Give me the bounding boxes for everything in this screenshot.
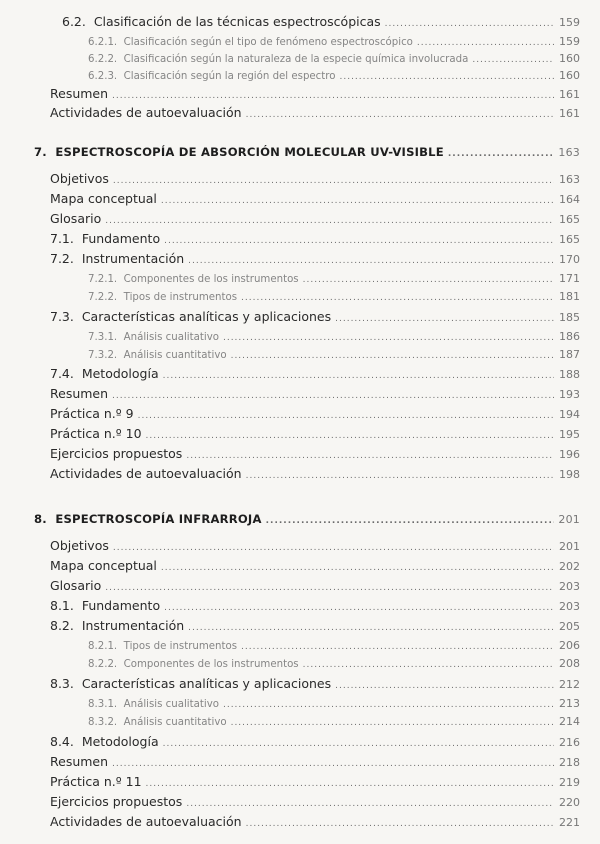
leader-dots bbox=[105, 583, 554, 593]
toc-entry-title: Características analíticas y aplicaciones bbox=[81, 309, 332, 324]
toc-entry[interactable] bbox=[50, 211, 580, 226]
toc-entry[interactable] bbox=[62, 14, 580, 29]
toc-entry-number: 6.2.2. bbox=[88, 54, 118, 65]
toc-entry[interactable] bbox=[50, 309, 580, 324]
toc-entry-number: 8.4. bbox=[50, 734, 74, 749]
toc-entry[interactable] bbox=[50, 231, 580, 246]
toc-entry-number: 7.3.2. bbox=[88, 350, 118, 361]
toc-entry-title: Análisis cualitativo bbox=[123, 699, 219, 710]
leader-dots bbox=[223, 333, 554, 343]
toc-entry-title: Análisis cuantitativo bbox=[123, 350, 227, 361]
toc-entry-page: 203 bbox=[559, 600, 580, 613]
toc-entry-title: Instrumentación bbox=[81, 618, 185, 633]
toc-subentry[interactable] bbox=[88, 35, 580, 48]
toc-entry[interactable] bbox=[50, 814, 580, 829]
toc-entry-page: 187 bbox=[559, 348, 580, 361]
leader-dots bbox=[448, 149, 554, 159]
leader-dots bbox=[303, 660, 554, 670]
toc-entry-page: 188 bbox=[559, 368, 580, 381]
toc-entry-number: 7.2. bbox=[50, 251, 74, 266]
toc-subentry[interactable] bbox=[88, 69, 580, 82]
leader-dots bbox=[246, 819, 554, 829]
leader-dots bbox=[113, 176, 554, 186]
toc-entry-title: Objetivos bbox=[50, 171, 109, 186]
toc-entry-page: 214 bbox=[559, 715, 580, 728]
toc-entry-number: 8.1. bbox=[50, 598, 74, 613]
toc-subentry[interactable] bbox=[88, 290, 580, 303]
toc-entry-title: Clasificación según la naturaleza de la especie química involucrada bbox=[123, 54, 469, 65]
toc-subentry[interactable] bbox=[88, 52, 580, 65]
toc-entry[interactable] bbox=[50, 774, 580, 789]
toc-subentry[interactable] bbox=[88, 348, 580, 361]
toc-entry-number: 8.3.1. bbox=[88, 699, 118, 710]
leader-dots bbox=[188, 256, 554, 266]
toc-entry-page: 202 bbox=[559, 560, 580, 573]
toc-chapter-heading[interactable] bbox=[34, 145, 580, 159]
leader-dots bbox=[246, 471, 554, 481]
toc-entry-page: 218 bbox=[559, 756, 580, 769]
toc-entry-page: 160 bbox=[559, 52, 580, 65]
toc-entry-page: 165 bbox=[559, 233, 580, 246]
toc-entry-number: 6.2.3. bbox=[88, 71, 118, 82]
toc-entry-number: 8.3. bbox=[50, 676, 74, 691]
toc-entry[interactable] bbox=[50, 86, 580, 101]
toc-entry[interactable] bbox=[50, 734, 580, 749]
toc-entry-page: 159 bbox=[559, 35, 580, 48]
toc-entry-title: Mapa conceptual bbox=[50, 191, 157, 206]
toc-entry-page: 164 bbox=[559, 193, 580, 206]
toc-entry-title: Metodología bbox=[81, 734, 159, 749]
toc-entry-title: Metodología bbox=[81, 366, 159, 381]
toc-entry-title: Glosario bbox=[50, 211, 102, 226]
toc-entry[interactable] bbox=[50, 386, 580, 401]
leader-dots bbox=[339, 72, 554, 82]
toc-entry-page: 213 bbox=[559, 697, 580, 710]
toc-entry-title: Mapa conceptual bbox=[50, 558, 157, 573]
toc-entry-page: 160 bbox=[559, 69, 580, 82]
toc-entry-title: Ejercicios propuestos bbox=[50, 446, 183, 461]
leader-dots bbox=[231, 718, 554, 728]
toc-entry-page: 221 bbox=[559, 816, 580, 829]
toc-entry-title: Práctica n.º 9 bbox=[50, 406, 134, 421]
toc-entry-title: Resumen bbox=[50, 86, 109, 101]
toc-entry-title: Tipos de instrumentos bbox=[123, 292, 238, 303]
toc-entry-number: 7.1. bbox=[50, 231, 74, 246]
leader-dots bbox=[186, 799, 554, 809]
toc-subentry[interactable] bbox=[88, 272, 580, 285]
toc-entry-page: 170 bbox=[559, 253, 580, 266]
leader-dots bbox=[112, 391, 554, 401]
leader-dots bbox=[146, 431, 554, 441]
leader-dots bbox=[335, 681, 554, 691]
toc-entry-number: 6.2.1. bbox=[88, 37, 118, 48]
toc-entry[interactable] bbox=[50, 466, 580, 481]
toc-entry-title: Resumen bbox=[50, 754, 109, 769]
toc-entry[interactable] bbox=[50, 538, 580, 553]
toc-entry-page: 208 bbox=[559, 657, 580, 670]
toc-entry-title: Resumen bbox=[50, 386, 109, 401]
toc-entry-title: Objetivos bbox=[50, 538, 109, 553]
toc-chapter-title: ESPECTROSCOPÍA DE ABSORCIÓN MOLECULAR UV-VISIBLE bbox=[55, 145, 444, 159]
toc-entry-title: Actividades de autoevaluación bbox=[50, 466, 242, 481]
toc-entry-title: Componentes de los instrumentos bbox=[123, 659, 299, 670]
leader-dots bbox=[161, 563, 554, 573]
toc-entry[interactable] bbox=[50, 251, 580, 266]
toc-entry-page: 198 bbox=[559, 468, 580, 481]
toc-entry-page: 195 bbox=[559, 428, 580, 441]
toc-entry[interactable] bbox=[50, 105, 580, 120]
leader-dots bbox=[112, 759, 554, 769]
toc-entry-number: 8.2.2. bbox=[88, 659, 118, 670]
leader-dots bbox=[138, 411, 554, 421]
toc-entry-title: Fundamento bbox=[81, 598, 161, 613]
toc-entry[interactable] bbox=[50, 618, 580, 633]
leader-dots bbox=[472, 55, 554, 65]
toc-entry-page: 161 bbox=[559, 107, 580, 120]
toc-entry-page: 165 bbox=[559, 213, 580, 226]
toc-entry-title: Práctica n.º 11 bbox=[50, 774, 142, 789]
toc-entry-title: Componentes de los instrumentos bbox=[123, 274, 299, 285]
toc-entry-title: Clasificación según el tipo de fenómeno espectroscópico bbox=[123, 37, 413, 48]
leader-dots bbox=[241, 293, 554, 303]
toc-entry-page: 181 bbox=[559, 290, 580, 303]
toc-entry-page: 193 bbox=[559, 388, 580, 401]
toc-entry-page: 159 bbox=[559, 16, 580, 29]
leader-dots bbox=[164, 603, 554, 613]
leader-dots bbox=[163, 739, 554, 749]
toc-entry-number: 8.2. bbox=[50, 618, 74, 633]
leader-dots bbox=[163, 371, 554, 381]
toc-entry-page: 203 bbox=[559, 580, 580, 593]
leader-dots bbox=[266, 516, 554, 526]
toc-entry[interactable] bbox=[50, 446, 580, 461]
toc-entry-number: 8.2.1. bbox=[88, 641, 118, 652]
leader-dots bbox=[335, 314, 554, 324]
toc-entry-number: 7.4. bbox=[50, 366, 74, 381]
toc-entry-title: Glosario bbox=[50, 578, 102, 593]
toc-subentry[interactable] bbox=[88, 715, 580, 728]
toc-entry-title: Análisis cuantitativo bbox=[123, 717, 227, 728]
toc-entry[interactable] bbox=[50, 406, 580, 421]
leader-dots bbox=[231, 351, 554, 361]
toc-entry[interactable] bbox=[50, 191, 580, 206]
toc-entry-title: Tipos de instrumentos bbox=[123, 641, 238, 652]
leader-dots bbox=[146, 779, 554, 789]
toc-entry-page: 194 bbox=[559, 408, 580, 421]
toc-entry-page: 201 bbox=[558, 513, 580, 526]
toc-entry-page: 205 bbox=[559, 620, 580, 633]
toc-entry[interactable] bbox=[50, 426, 580, 441]
toc-entry[interactable] bbox=[50, 598, 580, 613]
toc-entry-page: 212 bbox=[559, 678, 580, 691]
toc-entry-title: Ejercicios propuestos bbox=[50, 794, 183, 809]
toc-entry-page: 219 bbox=[559, 776, 580, 789]
toc-entry-page: 163 bbox=[559, 173, 580, 186]
toc-entry-title: Actividades de autoevaluación bbox=[50, 814, 242, 829]
toc-entry[interactable] bbox=[50, 578, 580, 593]
toc-entry-title: Clasificación según la región del espectro bbox=[123, 71, 336, 82]
leader-dots bbox=[112, 91, 554, 101]
leader-dots bbox=[161, 196, 554, 206]
toc-entry[interactable] bbox=[50, 558, 580, 573]
leader-dots bbox=[385, 19, 554, 29]
toc-entry[interactable] bbox=[50, 754, 580, 769]
leader-dots bbox=[105, 216, 554, 226]
toc-entry-title: Instrumentación bbox=[81, 251, 185, 266]
toc-entry-page: 161 bbox=[559, 88, 580, 101]
leader-dots bbox=[241, 642, 554, 652]
toc-chapter-number: 8. bbox=[34, 512, 47, 526]
toc-chapter-title: ESPECTROSCOPÍA INFRARROJA bbox=[55, 512, 262, 526]
leader-dots bbox=[188, 623, 554, 633]
toc-entry-title: Actividades de autoevaluación bbox=[50, 105, 242, 120]
toc-entry-page: 171 bbox=[559, 272, 580, 285]
toc-entry-title: Análisis cualitativo bbox=[123, 332, 219, 343]
leader-dots bbox=[246, 110, 554, 120]
leader-dots bbox=[417, 38, 554, 48]
toc-entry-number: 7.3.1. bbox=[88, 332, 118, 343]
toc-chapter-number: 7. bbox=[34, 145, 47, 159]
toc-entry[interactable] bbox=[50, 171, 580, 186]
toc-entry-page: 196 bbox=[559, 448, 580, 461]
toc-entry[interactable] bbox=[50, 366, 580, 381]
toc-entry[interactable] bbox=[50, 794, 580, 809]
toc-entry-number: 8.3.2. bbox=[88, 717, 118, 728]
toc-subentry[interactable] bbox=[88, 330, 580, 343]
toc-entry-page: 206 bbox=[559, 639, 580, 652]
toc-entry-page: 186 bbox=[559, 330, 580, 343]
toc-entry-title: Características analíticas y aplicaciones bbox=[81, 676, 332, 691]
toc-entry-number: 7.2.2. bbox=[88, 292, 118, 303]
toc-entry-title: Práctica n.º 10 bbox=[50, 426, 142, 441]
leader-dots bbox=[113, 543, 554, 553]
toc-entry[interactable] bbox=[50, 676, 580, 691]
toc-entry-title: Fundamento bbox=[81, 231, 161, 246]
toc-entry-page: 163 bbox=[558, 146, 580, 159]
toc-entry-number: 7.3. bbox=[50, 309, 74, 324]
toc-subentry[interactable] bbox=[88, 697, 580, 710]
leader-dots bbox=[186, 451, 554, 461]
toc-entry-page: 201 bbox=[559, 540, 580, 553]
toc-subentry[interactable] bbox=[88, 639, 580, 652]
leader-dots bbox=[164, 236, 554, 246]
toc-entry-page: 185 bbox=[559, 311, 580, 324]
toc-chapter-heading[interactable] bbox=[34, 512, 580, 526]
toc-entry-page: 216 bbox=[559, 736, 580, 749]
toc-subentry[interactable] bbox=[88, 657, 580, 670]
toc-entry-number: 7.2.1. bbox=[88, 274, 118, 285]
leader-dots bbox=[223, 700, 554, 710]
toc-entry-number: 6.2. bbox=[62, 14, 86, 29]
toc-entry-page: 220 bbox=[559, 796, 580, 809]
toc-entry-title: Clasificación de las técnicas espectroscópicas bbox=[93, 14, 381, 29]
leader-dots bbox=[303, 275, 554, 285]
